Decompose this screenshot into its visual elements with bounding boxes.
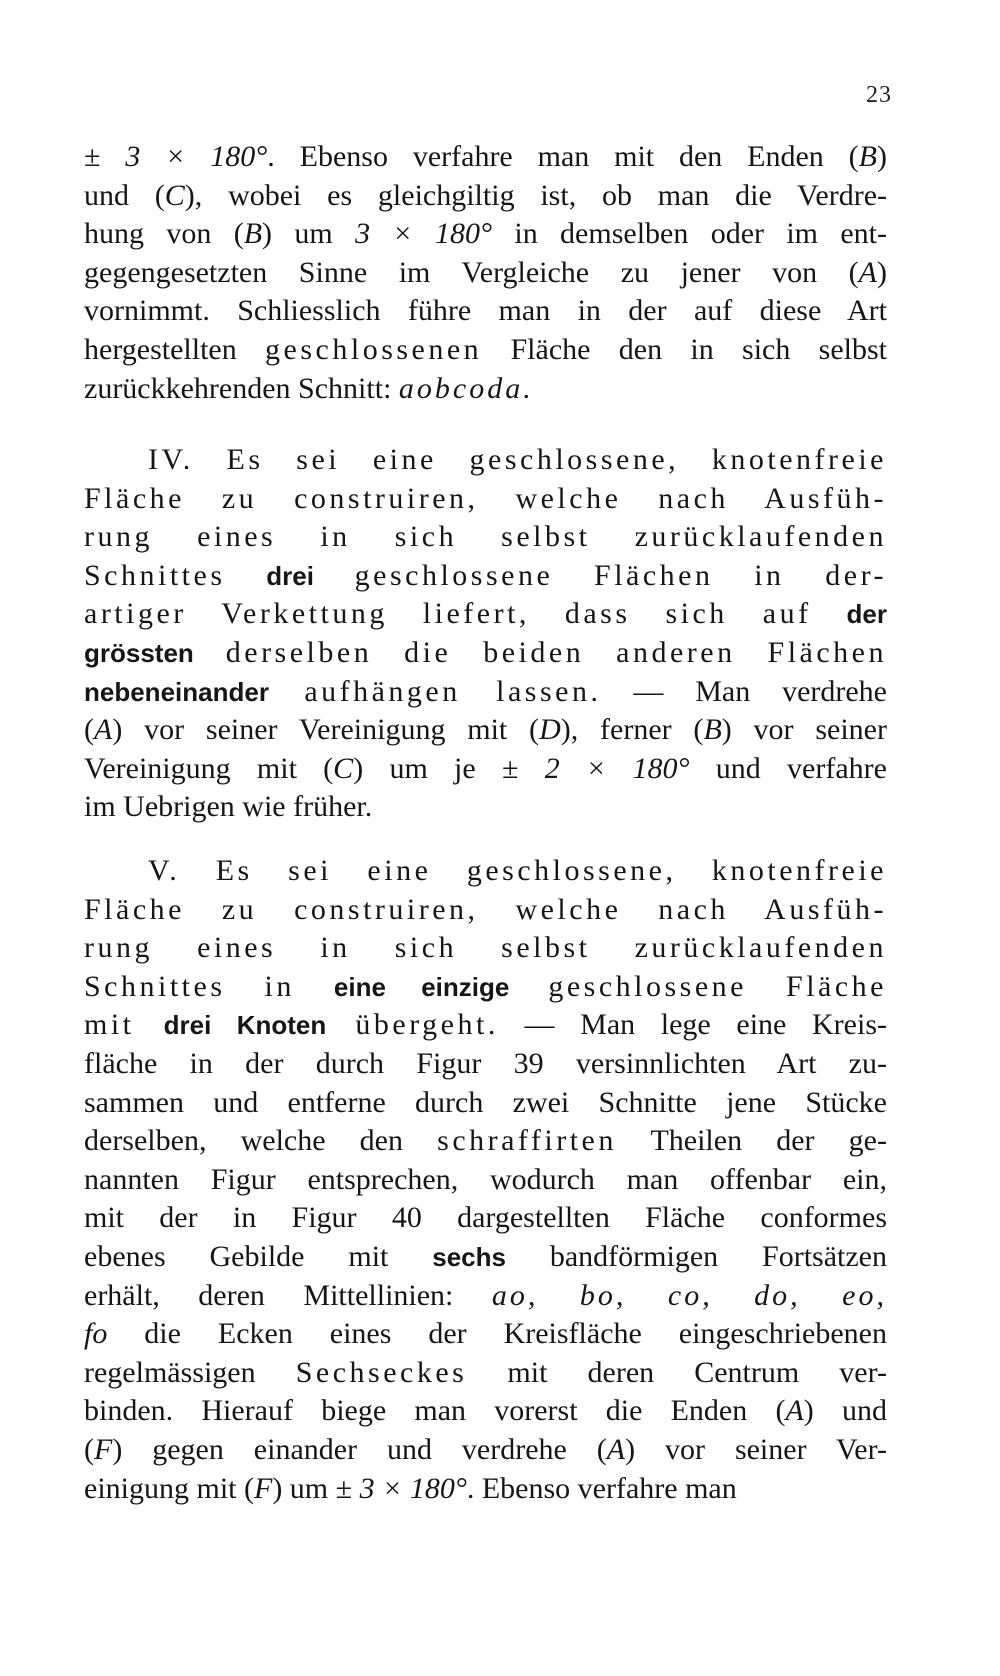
text-segment: V. Es sei eine geschlossene, knotenfreie	[148, 854, 887, 887]
text-segment: mit der in Figur 40 dargestellten Fläche conformes	[84, 1201, 887, 1235]
text-segment: ) vor seiner	[721, 713, 887, 747]
page-number: 23	[866, 82, 892, 108]
text-segment: die Ecken eines der Kreisfläche eingeschriebenen	[107, 1317, 887, 1351]
text-segment: )	[877, 140, 887, 173]
text-segment: aobcoda.	[398, 371, 534, 405]
text-segment: geschlossene Fläche	[509, 969, 887, 1003]
text-line	[84, 788, 887, 827]
bold-text: der	[846, 599, 887, 630]
text-line	[84, 929, 887, 968]
text-segment: vornimmt. Schliesslich führe man in der auf diese Art	[84, 294, 887, 328]
text-line	[84, 480, 887, 519]
text-segment: )	[877, 255, 887, 289]
text-segment: C	[164, 178, 185, 212]
text-line	[84, 177, 887, 216]
text-segment: Sechseckes	[295, 1355, 468, 1389]
text-segment: und verfahre	[689, 751, 887, 785]
text-segment: . Ebenso verfahre man	[466, 1471, 737, 1505]
text-line	[84, 595, 887, 634]
text-segment: C	[333, 751, 354, 785]
text-line	[84, 1122, 887, 1161]
text-line	[84, 1277, 887, 1316]
text-line	[84, 1045, 887, 1084]
text-segment: übergeht.	[326, 1008, 499, 1042]
text-line	[84, 1315, 887, 1354]
text-segment: einigung mit (	[84, 1471, 254, 1505]
text-segment: 3 × 180°	[355, 217, 493, 251]
text-segment: Fläche zu construiren, welche nach Ausfüh-	[84, 892, 887, 926]
text-segment: Fläche den in sich selbst	[482, 332, 887, 366]
text-line	[84, 292, 887, 331]
text-line	[84, 441, 887, 480]
text-line	[84, 634, 887, 673]
text-segment: ) um ±	[272, 1471, 360, 1505]
text-segment: (	[84, 713, 94, 747]
text-segment: zurückkehrenden Schnitt:	[84, 371, 399, 405]
text-line	[84, 518, 887, 557]
text-segment: ±	[84, 140, 126, 173]
text-line	[84, 1431, 887, 1470]
text-line	[84, 968, 887, 1007]
text-segment: aufhängen lassen.	[268, 674, 602, 708]
text-segment: und (	[84, 178, 165, 212]
text-segment: schraffirten	[437, 1124, 617, 1158]
text-segment: geschlossenen	[265, 332, 483, 366]
text-segment: B	[858, 140, 877, 173]
text-segment: 3 × 180°	[125, 140, 268, 173]
text-segment: Schnittes	[84, 558, 267, 592]
text-segment: Schnittes in	[84, 969, 334, 1003]
text-segment: derselben die beiden anderen Flächen	[193, 635, 887, 669]
bold-text: drei Knoten	[163, 1010, 327, 1041]
text-segment: hung von (	[84, 217, 244, 251]
text-segment: ) und	[803, 1394, 887, 1428]
text-segment: geschlossene Flächen in der-	[313, 558, 887, 592]
text-segment: 2 × 180°	[544, 751, 690, 785]
text-segment: (	[84, 1432, 94, 1466]
text-line	[84, 215, 887, 254]
text-segment: ) um je ±	[353, 751, 545, 785]
text-segment: fo	[84, 1317, 108, 1351]
text-segment: in demselben oder im ent-	[492, 217, 887, 251]
text-line	[84, 673, 887, 712]
text-segment: binden. Hierauf biege man vorerst die Enden (	[84, 1394, 786, 1428]
paragraph-continuation	[84, 138, 887, 408]
text-segment: — Man verdrehe	[601, 674, 887, 708]
bold-text: eine einzige	[333, 971, 510, 1002]
text-segment: ) gegen einander und verdrehe (	[112, 1432, 607, 1466]
text-segment: ), ferner (	[560, 713, 704, 747]
text-segment: derselben, welche den	[84, 1124, 438, 1158]
text-line	[84, 331, 887, 370]
text-line	[84, 1238, 887, 1277]
text-segment: A	[606, 1432, 626, 1466]
text-segment: sammen und entferne durch zwei Schnitte jene Stücke	[84, 1085, 887, 1119]
text-segment: — Man lege eine Kreis-	[498, 1008, 887, 1042]
text-segment: A	[94, 713, 113, 747]
text-segment: erhält, deren Mittellinien:	[84, 1278, 492, 1312]
text-segment: A	[785, 1394, 804, 1428]
text-line	[84, 1470, 887, 1509]
text-line	[84, 1199, 887, 1238]
text-segment: ), wobei es gleichgiltig ist, ob man die Verdre-	[184, 178, 887, 212]
text-segment: ) vor seiner Vereinigung mit (	[112, 713, 540, 747]
text-segment: im Uebrigen wie früher.	[84, 790, 373, 824]
text-segment: IV. Es sei eine geschlossene, knotenfreie	[148, 443, 887, 476]
text-segment: fläche in der durch Figur 39 versinnlichten Art zu-	[84, 1046, 887, 1080]
text-segment: mit	[84, 1008, 164, 1042]
text-segment: nannten Figur entsprechen, wodurch man offenbar ein,	[84, 1162, 887, 1196]
text-line	[84, 1084, 887, 1123]
text-line	[84, 1161, 887, 1200]
text-line	[84, 891, 887, 930]
text-segment: mit deren Centrum ver-	[467, 1355, 887, 1389]
text-segment: ) um	[262, 217, 356, 251]
text-line	[84, 370, 887, 409]
text-line	[84, 1006, 887, 1045]
text-segment: Vereinigung mit (	[84, 751, 334, 785]
bold-text: sechs	[432, 1241, 506, 1272]
text-line	[84, 557, 887, 596]
text-segment: F	[94, 1432, 113, 1466]
text-segment: ebenes Gebilde mit	[84, 1239, 433, 1273]
text-segment: Fläche zu construiren, welche nach Ausfüh-	[84, 481, 887, 515]
text-segment: rung eines in sich selbst zurücklaufenden	[84, 520, 887, 554]
bold-text: nebeneinander	[84, 676, 269, 707]
text-segment: Theilen der ge-	[616, 1124, 887, 1158]
text-line	[84, 254, 887, 293]
text-segment: ) vor seiner Ver-	[625, 1432, 887, 1466]
text-segment: 3 × 180°	[359, 1471, 467, 1505]
text-segment: A	[858, 255, 877, 289]
paragraph-section-iv	[84, 441, 887, 827]
text-line	[84, 1392, 887, 1431]
text-segment: hergestellten	[84, 332, 266, 366]
text-segment: ao, bo, co, do, eo,	[491, 1278, 887, 1312]
text-segment: rung eines in sich selbst zurücklaufenden	[84, 931, 887, 965]
text-line	[84, 852, 887, 891]
bold-text: grössten	[84, 637, 194, 668]
text-segment: D	[539, 713, 561, 747]
text-segment: regelmässigen	[84, 1355, 296, 1389]
text-segment: B	[243, 217, 263, 251]
text-segment: B	[703, 713, 722, 747]
text-line	[84, 750, 887, 789]
text-segment: F	[253, 1471, 273, 1505]
bold-text: drei	[266, 560, 314, 591]
text-segment: . Ebenso verfahre man mit den Enden (	[267, 140, 859, 173]
text-segment: bandförmigen Fortsätzen	[505, 1239, 887, 1273]
text-line	[84, 1354, 887, 1393]
text-line	[84, 711, 887, 750]
paragraph-section-v	[84, 852, 887, 1508]
text-line	[84, 138, 887, 177]
text-segment: gegengesetzten Sinne im Vergleiche zu jener von (	[84, 255, 859, 289]
text-segment: artiger Verkettung liefert, dass sich auf	[84, 597, 847, 631]
